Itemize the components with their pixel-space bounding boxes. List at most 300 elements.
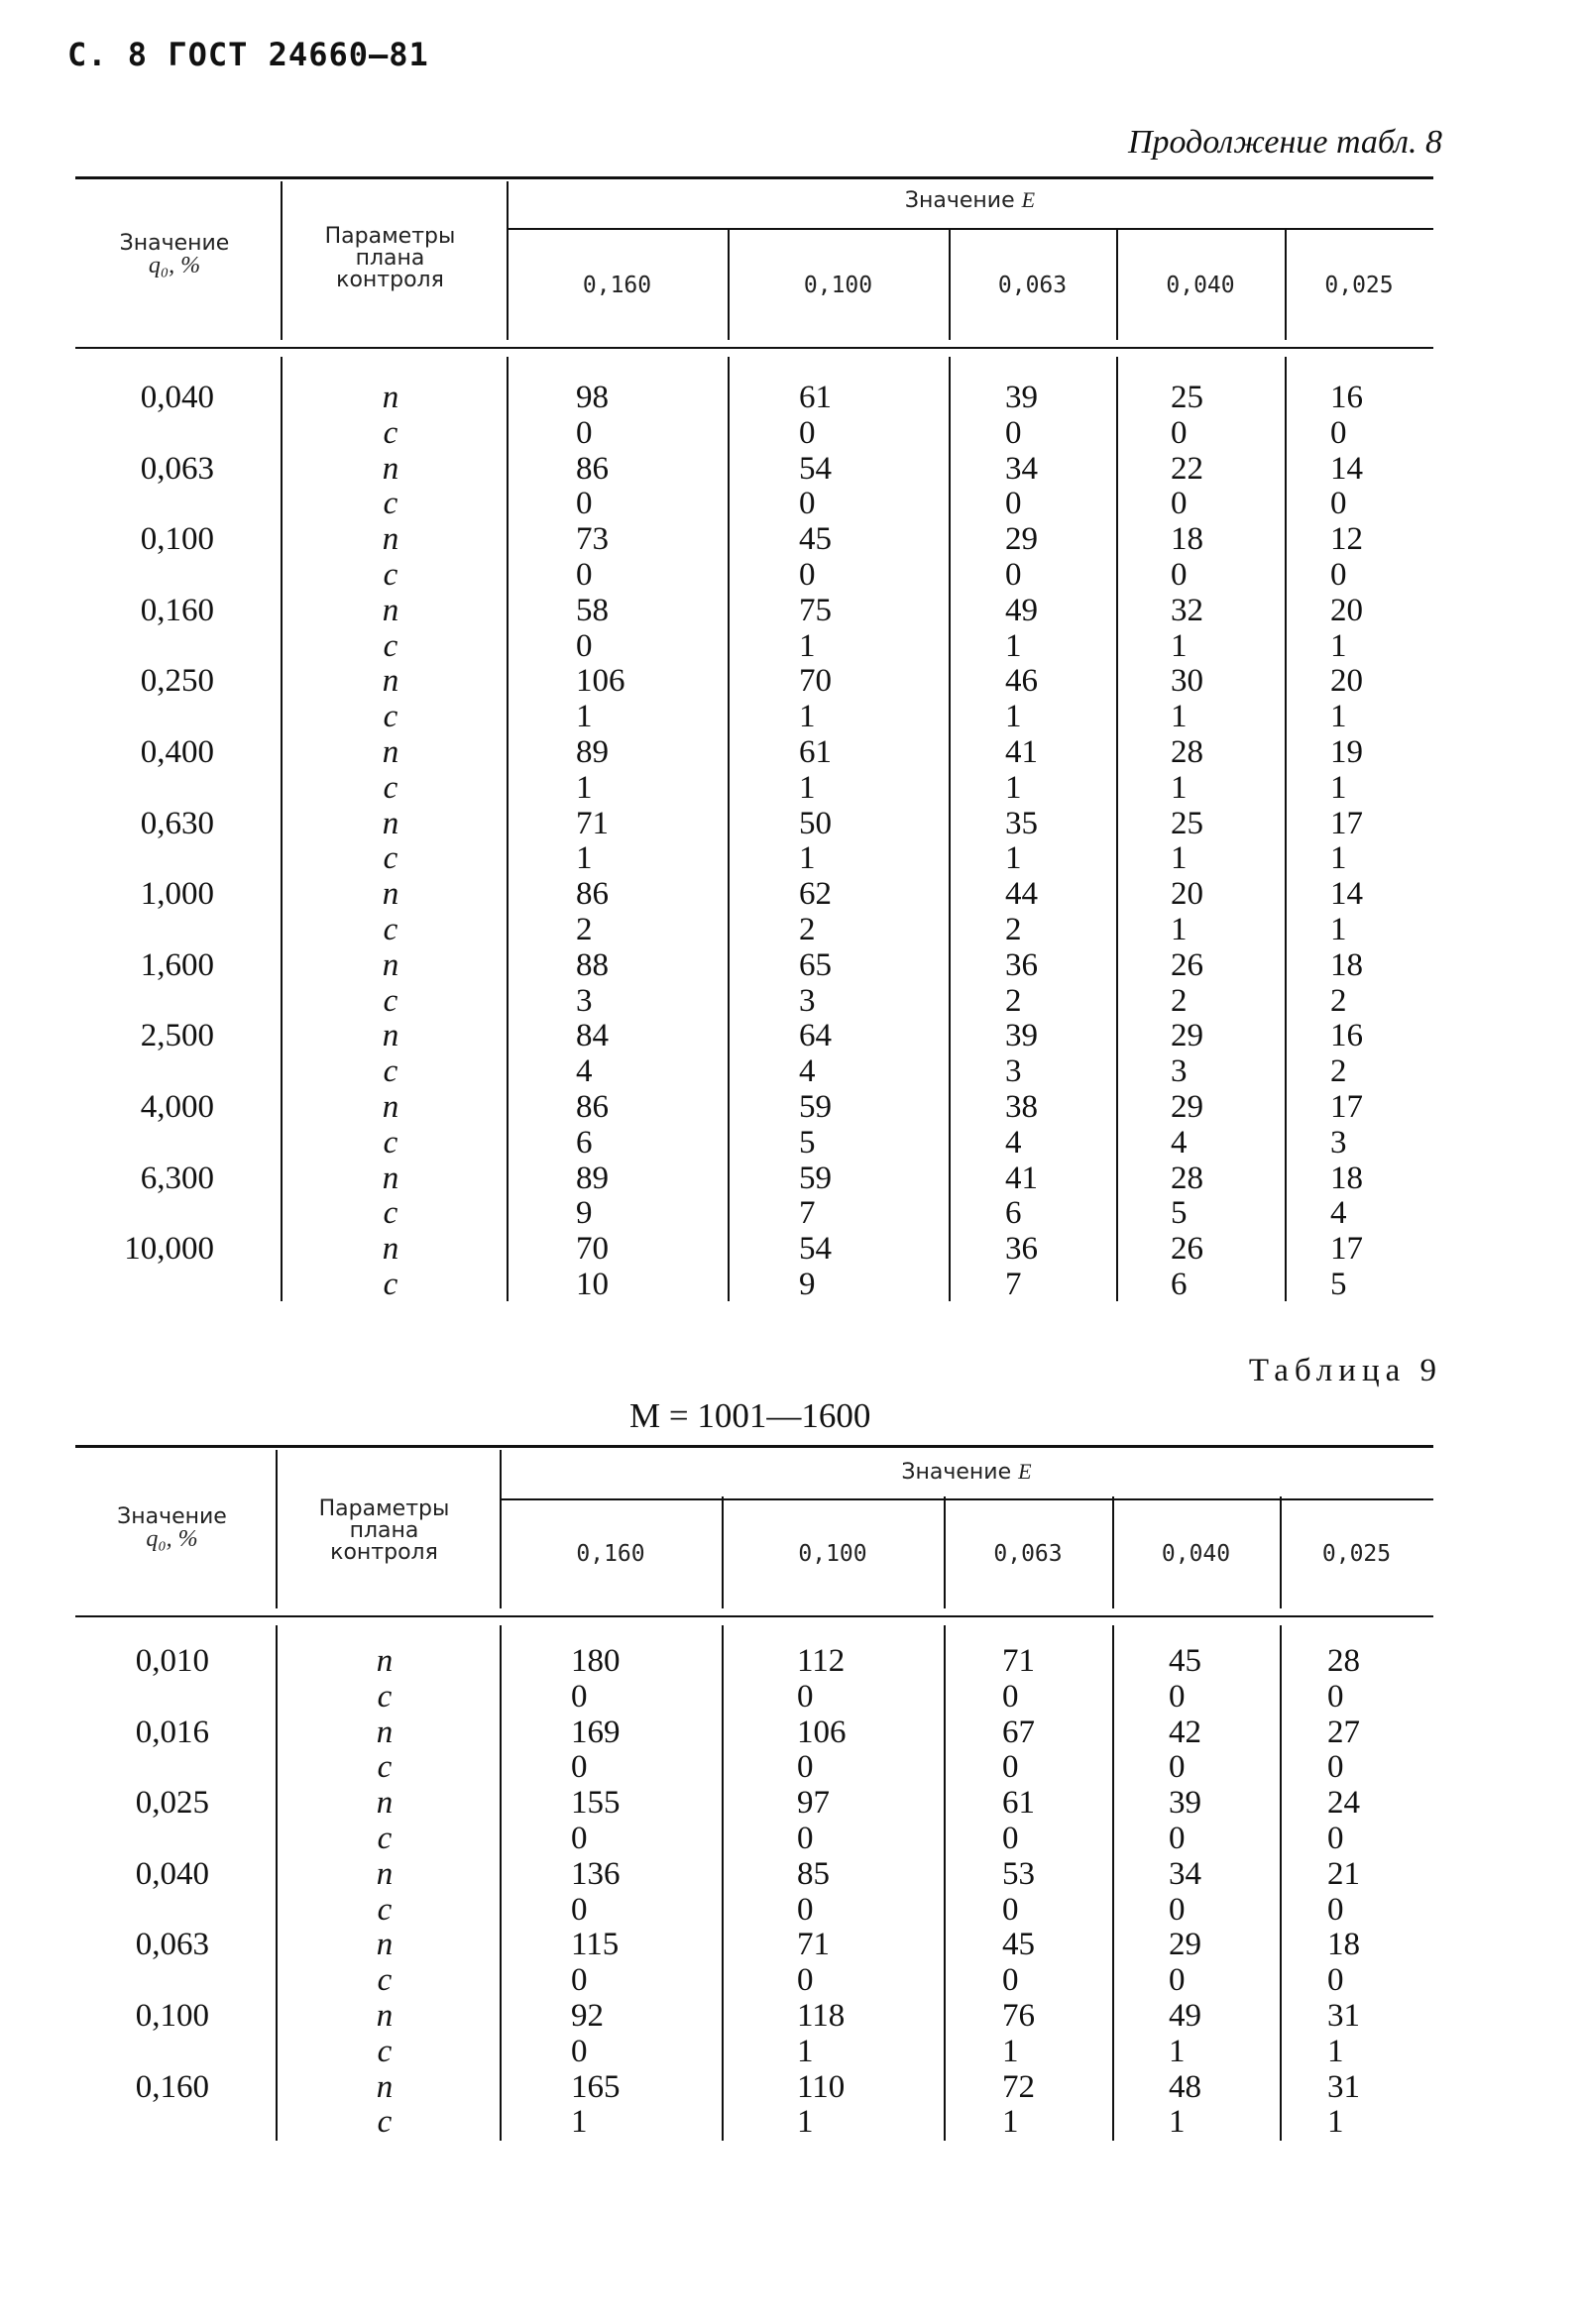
value-cell: 2 <box>1005 982 1022 1019</box>
q0-value: 0,250 <box>140 663 214 700</box>
value-cell: 1 <box>797 2104 814 2141</box>
plan-parameter: n <box>382 734 399 770</box>
value-cell: 86 <box>576 450 609 487</box>
plan-parameter: n <box>382 1018 399 1054</box>
value-cell: 34 <box>1005 450 1038 487</box>
value-cell: 0 <box>799 414 816 451</box>
plan-parameter: c <box>383 912 398 947</box>
value-cell: 0 <box>1330 557 1347 593</box>
value-cell: 1 <box>799 699 816 735</box>
plan-parameter: n <box>376 1643 394 1679</box>
value-cell: 59 <box>799 1160 832 1196</box>
value-cell: 1 <box>1171 699 1188 735</box>
table8-body-divider <box>728 357 730 1301</box>
value-cell: 36 <box>1005 946 1038 983</box>
value-cell: 38 <box>1005 1089 1038 1125</box>
value-cell: 118 <box>797 1998 846 2034</box>
value-cell: 1 <box>1330 627 1347 664</box>
value-cell: 0 <box>1002 1821 1019 1856</box>
value-cell: 0 <box>797 1678 814 1715</box>
table9-e-header: Значение E <box>901 1459 1032 1485</box>
plan-parameter: c <box>383 1267 398 1302</box>
q0-value: 0,100 <box>140 521 214 558</box>
value-cell: 28 <box>1171 734 1203 770</box>
value-cell: 155 <box>571 1785 621 1822</box>
plan-parameter: n <box>376 1927 394 1963</box>
table9-e-value-header: 0,025 <box>1321 1541 1392 1567</box>
value-cell: 0 <box>571 1821 588 1856</box>
table9-e-value-header: 0,040 <box>1161 1541 1231 1567</box>
value-cell: 1 <box>1327 2104 1344 2141</box>
value-cell: 0 <box>576 414 593 451</box>
value-cell: 6 <box>1005 1195 1022 1232</box>
plan-parameter: n <box>376 1714 394 1750</box>
value-cell: 0 <box>799 557 816 593</box>
value-cell: 61 <box>799 380 832 415</box>
value-cell: 4 <box>576 1053 593 1090</box>
value-cell: 25 <box>1171 805 1203 841</box>
value-cell: 70 <box>576 1231 609 1268</box>
value-cell: 1 <box>1327 2033 1344 2069</box>
value-cell: 0 <box>797 1821 814 1856</box>
value-cell: 62 <box>799 876 832 913</box>
plan-parameter: c <box>383 486 398 522</box>
value-cell: 26 <box>1171 1231 1203 1268</box>
value-cell: 28 <box>1171 1160 1203 1196</box>
value-cell: 0 <box>1002 1678 1019 1715</box>
value-cell: 0 <box>1327 1749 1344 1786</box>
q0-value: 0,063 <box>140 450 214 487</box>
value-cell: 39 <box>1169 1785 1201 1822</box>
value-cell: 1 <box>1005 769 1022 806</box>
value-cell: 21 <box>1327 1855 1360 1892</box>
table8-column-divider <box>507 181 509 340</box>
value-cell: 31 <box>1327 2068 1360 2105</box>
plan-parameter: c <box>377 1678 393 1715</box>
plan-parameter: c <box>383 982 398 1019</box>
value-cell: 29 <box>1171 1018 1203 1054</box>
value-cell: 0 <box>571 2033 588 2069</box>
value-cell: 0 <box>1169 1891 1186 1928</box>
table9-e-value-header: 0,063 <box>993 1541 1063 1567</box>
value-cell: 0 <box>1327 1962 1344 1999</box>
value-cell: 32 <box>1171 592 1203 628</box>
value-cell: 2 <box>1171 982 1188 1019</box>
value-cell: 98 <box>576 380 609 415</box>
table9-subtitle: M = 1001—1600 <box>629 1396 871 1435</box>
plan-parameter: n <box>382 380 399 415</box>
value-cell: 0 <box>1171 486 1188 522</box>
value-cell: 1 <box>1005 840 1022 877</box>
value-cell: 0 <box>1169 1678 1186 1715</box>
plan-parameter: n <box>382 663 399 700</box>
value-cell: 49 <box>1169 1998 1201 2034</box>
value-cell: 73 <box>576 521 609 558</box>
value-cell: 18 <box>1171 521 1203 558</box>
value-cell: 106 <box>797 1714 847 1750</box>
table8-header-rule <box>75 347 1433 349</box>
value-cell: 0 <box>1005 557 1022 593</box>
table9-q-header: Значение q₀, % <box>117 1504 227 1552</box>
q0-value: 0,400 <box>140 734 214 770</box>
value-cell: 29 <box>1005 521 1038 558</box>
value-cell: 42 <box>1169 1714 1201 1750</box>
value-cell: 2 <box>1330 1053 1347 1090</box>
value-cell: 67 <box>1002 1714 1035 1750</box>
table9-params-header: Параметры плана контроля <box>318 1496 450 1565</box>
value-cell: 1 <box>799 627 816 664</box>
value-cell: 18 <box>1330 946 1363 983</box>
table9-e-rule <box>500 1498 1433 1500</box>
value-cell: 1 <box>1169 2104 1186 2141</box>
value-cell: 29 <box>1171 1089 1203 1125</box>
value-cell: 16 <box>1330 1018 1363 1054</box>
q0-value: 0,100 <box>135 1998 209 2034</box>
value-cell: 20 <box>1171 876 1203 913</box>
value-cell: 4 <box>1005 1124 1022 1161</box>
value-cell: 1 <box>797 2033 814 2069</box>
value-cell: 10 <box>576 1267 609 1302</box>
value-cell: 14 <box>1330 876 1363 913</box>
value-cell: 5 <box>799 1124 816 1161</box>
value-cell: 17 <box>1330 805 1363 841</box>
plan-parameter: c <box>377 1891 393 1928</box>
value-cell: 84 <box>576 1018 609 1054</box>
value-cell: 71 <box>1002 1643 1035 1679</box>
value-cell: 1 <box>1330 912 1347 947</box>
value-cell: 71 <box>797 1927 830 1963</box>
value-cell: 41 <box>1005 1160 1038 1196</box>
table9-body-divider <box>722 1625 724 2141</box>
table9-e-value-header: 0,100 <box>798 1541 867 1567</box>
value-cell: 0 <box>1002 1749 1019 1786</box>
plan-parameter: c <box>377 2104 393 2141</box>
plan-parameter: n <box>382 1231 399 1268</box>
plan-parameter: c <box>377 1821 393 1856</box>
value-cell: 0 <box>1002 1962 1019 1999</box>
value-cell: 65 <box>799 946 832 983</box>
plan-parameter: n <box>382 805 399 841</box>
value-cell: 64 <box>799 1018 832 1054</box>
table8-top-rule <box>75 176 1433 179</box>
value-cell: 20 <box>1330 592 1363 628</box>
q0-value: 0,025 <box>135 1785 209 1822</box>
plan-parameter: n <box>376 2068 394 2105</box>
value-cell: 18 <box>1330 1160 1363 1196</box>
table8-body-divider <box>1116 357 1118 1301</box>
value-cell: 0 <box>1330 414 1347 451</box>
value-cell: 28 <box>1327 1643 1360 1679</box>
plan-parameter: c <box>383 769 398 806</box>
q0-value: 0,040 <box>135 1855 209 1892</box>
value-cell: 88 <box>576 946 609 983</box>
value-cell: 19 <box>1330 734 1363 770</box>
value-cell: 49 <box>1005 592 1038 628</box>
plan-parameter: c <box>383 840 398 877</box>
value-cell: 44 <box>1005 876 1038 913</box>
table8-e-value-header: 0,040 <box>1166 273 1235 298</box>
value-cell: 1 <box>799 840 816 877</box>
value-cell: 86 <box>576 876 609 913</box>
plan-parameter: c <box>377 2033 393 2069</box>
table9-column-divider <box>500 1450 502 1608</box>
value-cell: 0 <box>1171 414 1188 451</box>
table9 <box>75 1445 1433 2141</box>
value-cell: 0 <box>1171 557 1188 593</box>
value-cell: 12 <box>1330 521 1363 558</box>
value-cell: 0 <box>576 627 593 664</box>
value-cell: 9 <box>799 1267 816 1302</box>
value-cell: 1 <box>1330 840 1347 877</box>
value-cell: 0 <box>1327 1821 1344 1856</box>
table9-column-divider <box>276 1450 278 1608</box>
q0-value: 6,300 <box>140 1160 214 1196</box>
plan-parameter: n <box>376 1785 394 1822</box>
plan-parameter: c <box>383 1053 398 1090</box>
value-cell: 1 <box>1330 699 1347 735</box>
table8-body-divider <box>281 357 283 1301</box>
value-cell: 16 <box>1330 380 1363 415</box>
value-cell: 3 <box>1171 1053 1188 1090</box>
value-cell: 48 <box>1169 2068 1201 2105</box>
value-cell: 0 <box>576 557 593 593</box>
table9-e-value-header: 0,160 <box>576 1541 645 1567</box>
value-cell: 27 <box>1327 1714 1360 1750</box>
plan-parameter: n <box>382 1160 399 1196</box>
value-cell: 1 <box>1005 699 1022 735</box>
plan-parameter: n <box>382 1089 399 1125</box>
value-cell: 89 <box>576 1160 609 1196</box>
value-cell: 6 <box>576 1124 593 1161</box>
plan-parameter: c <box>383 627 398 664</box>
value-cell: 5 <box>1330 1267 1347 1302</box>
value-cell: 75 <box>799 592 832 628</box>
value-cell: 39 <box>1005 380 1038 415</box>
plan-parameter: n <box>382 876 399 913</box>
value-cell: 41 <box>1005 734 1038 770</box>
value-cell: 9 <box>576 1195 593 1232</box>
table8-e-value-header: 0,025 <box>1324 273 1394 298</box>
value-cell: 54 <box>799 450 832 487</box>
table8-params-header: Параметры плана контроля <box>324 224 456 292</box>
value-cell: 61 <box>799 734 832 770</box>
q0-value: 0,063 <box>135 1927 209 1963</box>
value-cell: 0 <box>571 1678 588 1715</box>
table9-caption: Таблица 9 <box>1248 1353 1442 1388</box>
q0-value: 0,160 <box>140 592 214 628</box>
value-cell: 53 <box>1002 1855 1035 1892</box>
value-cell: 1 <box>1005 627 1022 664</box>
q0-value: 10,000 <box>124 1231 214 1268</box>
q0-value: 0,010 <box>135 1643 209 1679</box>
value-cell: 3 <box>576 982 593 1019</box>
table8-e-value-header: 0,100 <box>803 273 873 298</box>
q0-value: 2,500 <box>140 1018 214 1054</box>
value-cell: 0 <box>1327 1678 1344 1715</box>
value-cell: 4 <box>799 1053 816 1090</box>
table9-body-divider <box>500 1625 502 2141</box>
table8-body-divider <box>1285 357 1287 1301</box>
value-cell: 85 <box>797 1855 830 1892</box>
value-cell: 0 <box>571 1749 588 1786</box>
table9-body-divider <box>1112 1625 1114 2141</box>
table8-caption: Продолжение табл. 8 <box>1127 124 1442 161</box>
value-cell: 1 <box>1330 769 1347 806</box>
value-cell: 89 <box>576 734 609 770</box>
value-cell: 18 <box>1327 1927 1360 1963</box>
q0-value: 0,630 <box>140 805 214 841</box>
value-cell: 0 <box>1169 1962 1186 1999</box>
value-cell: 3 <box>1005 1053 1022 1090</box>
value-cell: 17 <box>1330 1089 1363 1125</box>
value-cell: 0 <box>1005 486 1022 522</box>
value-cell: 31 <box>1327 1998 1360 2034</box>
value-cell: 58 <box>576 592 609 628</box>
value-cell: 25 <box>1171 380 1203 415</box>
value-cell: 22 <box>1171 450 1203 487</box>
table8-e-value-header: 0,160 <box>582 273 652 298</box>
value-cell: 26 <box>1171 946 1203 983</box>
value-cell: 3 <box>799 982 816 1019</box>
q0-value: 0,016 <box>135 1714 209 1750</box>
table9-body-divider <box>276 1625 278 2141</box>
value-cell: 45 <box>799 521 832 558</box>
value-cell: 14 <box>1330 450 1363 487</box>
value-cell: 0 <box>1002 1891 1019 1928</box>
value-cell: 86 <box>576 1089 609 1125</box>
value-cell: 1 <box>799 769 816 806</box>
value-cell: 2 <box>799 912 816 947</box>
table8-e-rule <box>507 228 1433 230</box>
plan-parameter: c <box>383 1124 398 1161</box>
plan-parameter: c <box>377 1962 393 1999</box>
value-cell: 50 <box>799 805 832 841</box>
value-cell: 180 <box>571 1643 621 1679</box>
plan-parameter: c <box>383 414 398 451</box>
value-cell: 0 <box>1330 486 1347 522</box>
q0-value: 0,040 <box>140 380 214 415</box>
value-cell: 0 <box>797 1891 814 1928</box>
plan-parameter: n <box>376 1998 394 2034</box>
table8-body-divider <box>507 357 509 1301</box>
q0-value: 0,160 <box>135 2068 209 2105</box>
table8-q-header: Значение q₀, % <box>119 231 230 278</box>
value-cell: 17 <box>1330 1231 1363 1268</box>
value-cell: 0 <box>571 1891 588 1928</box>
plan-parameter: n <box>382 592 399 628</box>
value-cell: 0 <box>1169 1749 1186 1786</box>
q0-value: 4,000 <box>140 1089 214 1125</box>
value-cell: 165 <box>571 2068 621 2105</box>
value-cell: 0 <box>1327 1891 1344 1928</box>
value-cell: 61 <box>1002 1785 1035 1822</box>
q0-value: 1,600 <box>140 946 214 983</box>
value-cell: 1 <box>576 699 593 735</box>
value-cell: 45 <box>1169 1643 1201 1679</box>
value-cell: 1 <box>571 2104 588 2141</box>
value-cell: 0 <box>797 1749 814 1786</box>
value-cell: 2 <box>1005 912 1022 947</box>
value-cell: 0 <box>576 486 593 522</box>
value-cell: 39 <box>1005 1018 1038 1054</box>
plan-parameter: c <box>383 1195 398 1232</box>
value-cell: 24 <box>1327 1785 1360 1822</box>
value-cell: 3 <box>1330 1124 1347 1161</box>
page-header: С. 8 ГОСТ 24660—81 <box>67 36 429 73</box>
value-cell: 136 <box>571 1855 621 1892</box>
value-cell: 4 <box>1171 1124 1188 1161</box>
plan-parameter: n <box>382 521 399 558</box>
value-cell: 1 <box>1171 840 1188 877</box>
value-cell: 1 <box>1169 2033 1186 2069</box>
value-cell: 1 <box>1171 627 1188 664</box>
value-cell: 34 <box>1169 1855 1201 1892</box>
value-cell: 1 <box>1171 769 1188 806</box>
value-cell: 1 <box>576 769 593 806</box>
value-cell: 1 <box>1002 2033 1019 2069</box>
value-cell: 110 <box>797 2068 846 2105</box>
value-cell: 169 <box>571 1714 621 1750</box>
value-cell: 97 <box>797 1785 830 1822</box>
value-cell: 54 <box>799 1231 832 1268</box>
value-cell: 72 <box>1002 2068 1035 2105</box>
table8 <box>75 176 1433 1301</box>
value-cell: 112 <box>797 1643 846 1679</box>
value-cell: 1 <box>576 840 593 877</box>
plan-parameter: n <box>382 946 399 983</box>
value-cell: 30 <box>1171 663 1203 700</box>
value-cell: 35 <box>1005 805 1038 841</box>
value-cell: 0 <box>571 1962 588 1999</box>
table8-e-header: Значение E <box>904 187 1036 213</box>
value-cell: 92 <box>571 1998 604 2034</box>
table9-body-divider <box>1280 1625 1282 2141</box>
value-cell: 1 <box>1171 912 1188 947</box>
value-cell: 5 <box>1171 1195 1188 1232</box>
value-cell: 0 <box>797 1962 814 1999</box>
value-cell: 2 <box>576 912 593 947</box>
table8-column-divider <box>281 181 283 340</box>
value-cell: 7 <box>799 1195 816 1232</box>
plan-parameter: c <box>377 1749 393 1786</box>
value-cell: 6 <box>1171 1267 1188 1302</box>
table8-e-value-header: 0,063 <box>997 273 1068 298</box>
value-cell: 45 <box>1002 1927 1035 1963</box>
value-cell: 4 <box>1330 1195 1347 1232</box>
value-cell: 46 <box>1005 663 1038 700</box>
value-cell: 20 <box>1330 663 1363 700</box>
value-cell: 71 <box>576 805 609 841</box>
plan-parameter: n <box>376 1855 394 1892</box>
value-cell: 2 <box>1330 982 1347 1019</box>
plan-parameter: c <box>383 557 398 593</box>
q0-value: 1,000 <box>140 876 214 913</box>
plan-parameter: c <box>383 699 398 735</box>
value-cell: 106 <box>576 663 625 700</box>
value-cell: 59 <box>799 1089 832 1125</box>
value-cell: 1 <box>1002 2104 1019 2141</box>
table9-top-rule <box>75 1445 1433 1448</box>
value-cell: 115 <box>571 1927 620 1963</box>
table8-body-divider <box>949 357 951 1301</box>
value-cell: 0 <box>799 486 816 522</box>
value-cell: 70 <box>799 663 832 700</box>
plan-parameter: n <box>382 450 399 487</box>
table9-header-rule <box>75 1615 1433 1617</box>
value-cell: 76 <box>1002 1998 1035 2034</box>
table9-body-divider <box>944 1625 946 2141</box>
value-cell: 7 <box>1005 1267 1022 1302</box>
